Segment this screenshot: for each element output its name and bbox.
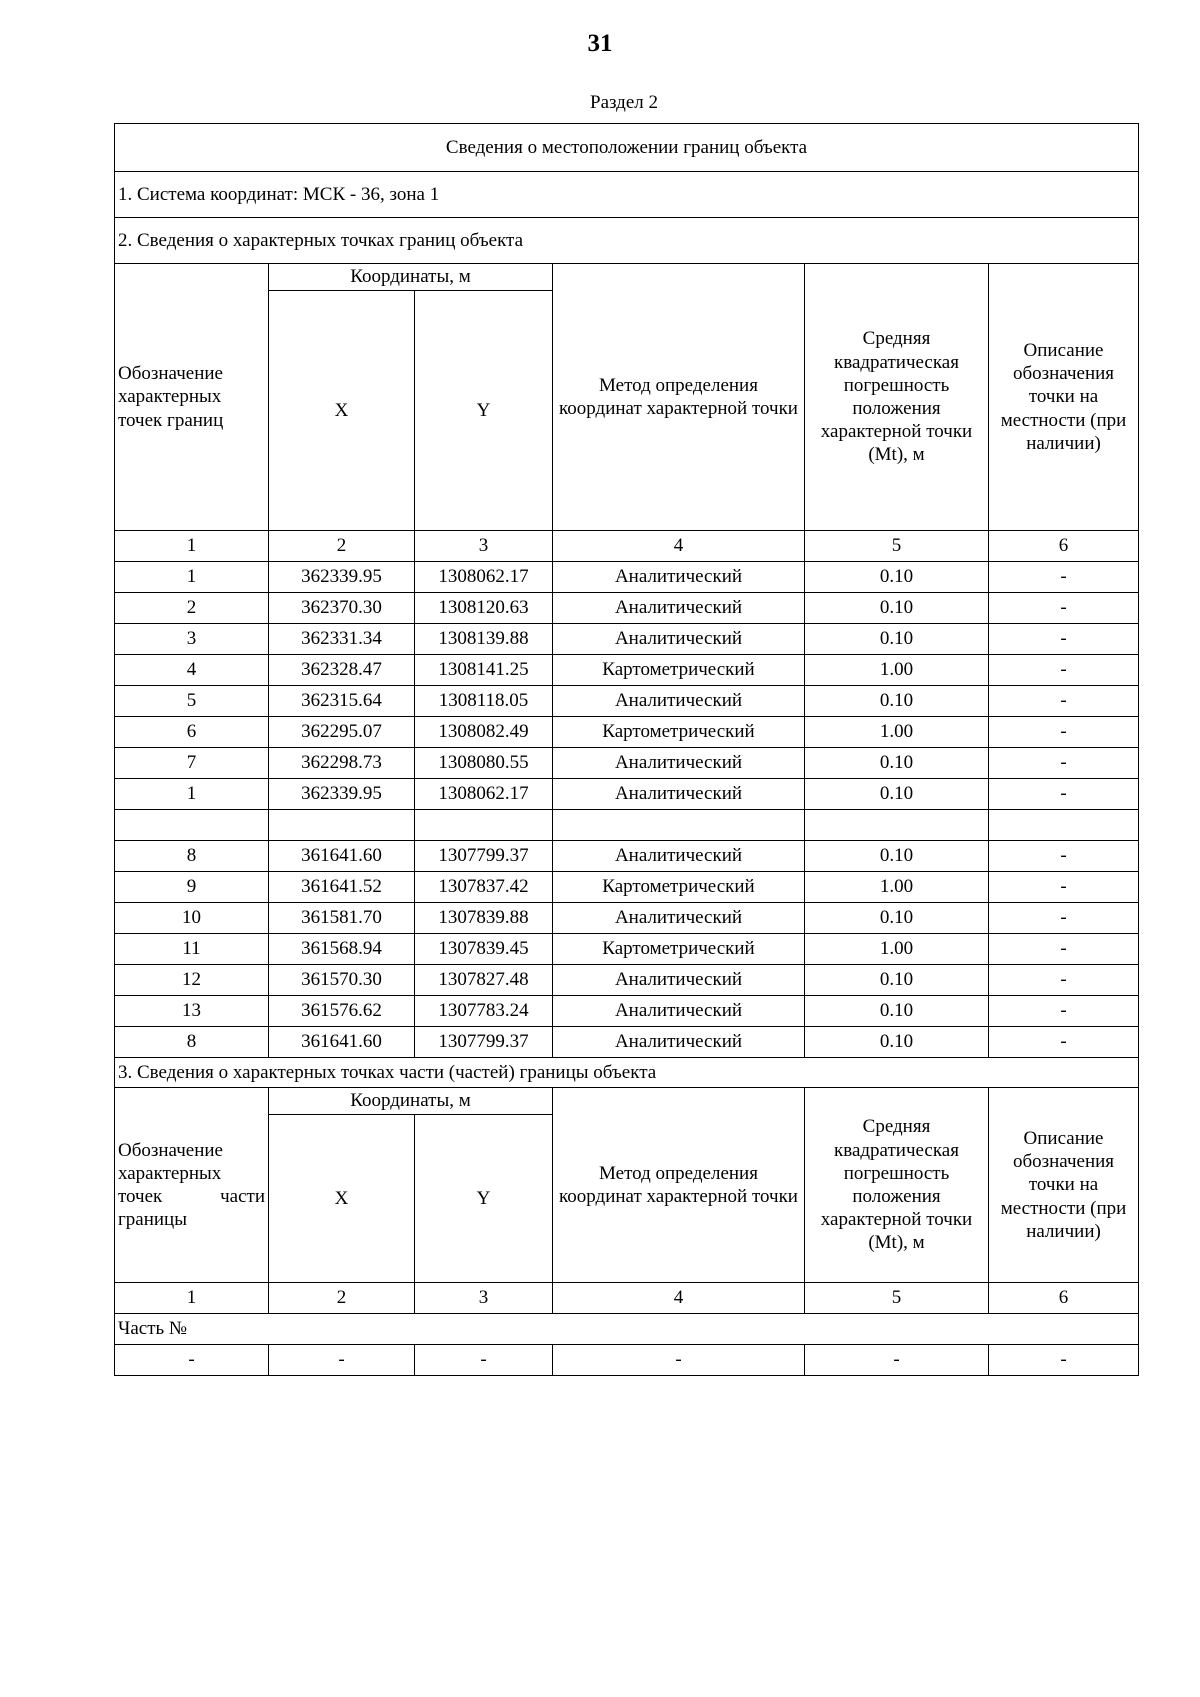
cell-1: 2 bbox=[115, 593, 269, 624]
cell-5: 0.10 bbox=[805, 593, 989, 624]
table-row bbox=[115, 965, 1139, 996]
parts-header-coords: Координаты, м bbox=[269, 1088, 553, 1115]
cell-4: Аналитический bbox=[553, 1027, 805, 1058]
table-title: Сведения о местоположении границ объекта bbox=[115, 124, 1139, 172]
cell-6: - bbox=[989, 686, 1139, 717]
cell-2: 362339.95 bbox=[269, 779, 415, 810]
parts-header-error: Средняя квадратическая погрешность положения характерной точки (Mt), м bbox=[805, 1088, 989, 1283]
col-number-1: 1 bbox=[115, 531, 269, 562]
cell-4: Аналитический bbox=[553, 779, 805, 810]
table-row bbox=[115, 655, 1139, 686]
cell-5: 0.10 bbox=[805, 965, 989, 996]
cell-6: - bbox=[989, 624, 1139, 655]
page-number: 31 bbox=[587, 30, 613, 57]
table-row bbox=[115, 562, 1139, 593]
parts-heading: 3. Сведения о характерных точках части (частей) границы объекта bbox=[115, 1058, 1139, 1088]
cell-3: 1308120.63 bbox=[415, 593, 553, 624]
cell-3: 1307837.42 bbox=[415, 872, 553, 903]
cell-2: 361581.70 bbox=[269, 903, 415, 934]
cell-3: 1308080.55 bbox=[415, 748, 553, 779]
cell-4: Аналитический bbox=[553, 965, 805, 996]
cell-5: 0.10 bbox=[805, 841, 989, 872]
table-row bbox=[115, 872, 1139, 903]
cell-3: 1307799.37 bbox=[415, 841, 553, 872]
cell-5: 1.00 bbox=[805, 934, 989, 965]
part-cell-4: - bbox=[553, 1345, 805, 1376]
header-designation: Обозначение характерных точек границ bbox=[115, 264, 269, 531]
cell-1: 10 bbox=[115, 903, 269, 934]
cell-4: Аналитический bbox=[553, 624, 805, 655]
part-cell-6: - bbox=[989, 1345, 1139, 1376]
parts-header-description: Описание обозначения точки на местности (при наличии) bbox=[989, 1088, 1139, 1283]
cell-1: 6 bbox=[115, 717, 269, 748]
parts-col-number-2: 2 bbox=[269, 1283, 415, 1314]
cell-4: Аналитический bbox=[553, 748, 805, 779]
parts-col-number-1: 1 bbox=[115, 1283, 269, 1314]
cell-2: 362370.30 bbox=[269, 593, 415, 624]
cell-4: Аналитический bbox=[553, 686, 805, 717]
column-numbers bbox=[115, 531, 1139, 562]
cell-2: 362295.07 bbox=[269, 717, 415, 748]
coordinate-system: 1. Система координат: МСК - 36, зона 1 bbox=[115, 172, 1139, 218]
cell-3: 1307783.24 bbox=[415, 996, 553, 1027]
part-row bbox=[115, 1345, 1139, 1376]
cell-4: Аналитический bbox=[553, 841, 805, 872]
cell-6: - bbox=[989, 996, 1139, 1027]
header-method: Метод определения координат характерной точки bbox=[553, 264, 805, 531]
cell-1: 11 bbox=[115, 934, 269, 965]
cell-1: 8 bbox=[115, 1027, 269, 1058]
table-row bbox=[115, 779, 1139, 810]
separator-row bbox=[115, 810, 1139, 841]
col-number-2: 2 bbox=[269, 531, 415, 562]
cell-2: 361641.60 bbox=[269, 1027, 415, 1058]
col-number-3: 3 bbox=[415, 531, 553, 562]
section-title: Раздел 2 bbox=[590, 92, 658, 113]
parts-header-designation: Обозначение характерных точек части границы bbox=[115, 1088, 269, 1283]
col-number-5: 5 bbox=[805, 531, 989, 562]
table-row bbox=[115, 841, 1139, 872]
cell-3: 1308141.25 bbox=[415, 655, 553, 686]
cell-2: 361568.94 bbox=[269, 934, 415, 965]
cell-1: 4 bbox=[115, 655, 269, 686]
cell-4: Аналитический bbox=[553, 593, 805, 624]
cell-3: 1307839.88 bbox=[415, 903, 553, 934]
table-row bbox=[115, 903, 1139, 934]
table-row bbox=[115, 996, 1139, 1027]
part-cell-3: - bbox=[415, 1345, 553, 1376]
table-row bbox=[115, 717, 1139, 748]
header-x: X bbox=[269, 291, 415, 531]
table-row bbox=[115, 934, 1139, 965]
cell-3: 1307799.37 bbox=[415, 1027, 553, 1058]
cell-1: 13 bbox=[115, 996, 269, 1027]
cell-1: 5 bbox=[115, 686, 269, 717]
cell-4: Картометрический bbox=[553, 934, 805, 965]
boundaries-table bbox=[114, 123, 1139, 1376]
cell-6: - bbox=[989, 903, 1139, 934]
cell-3: 1307827.48 bbox=[415, 965, 553, 996]
cell-5: 0.10 bbox=[805, 686, 989, 717]
cell-2: 361641.60 bbox=[269, 841, 415, 872]
parts-header-method: Метод определения координат характерной точки bbox=[553, 1088, 805, 1283]
cell-3: 1307839.45 bbox=[415, 934, 553, 965]
cell-1: 1 bbox=[115, 779, 269, 810]
cell-1: 9 bbox=[115, 872, 269, 903]
parts-header-y: Y bbox=[415, 1115, 553, 1283]
cell-5: 1.00 bbox=[805, 872, 989, 903]
table-row bbox=[115, 593, 1139, 624]
cell-2: 361570.30 bbox=[269, 965, 415, 996]
parts-column-numbers bbox=[115, 1283, 1139, 1314]
cell-5: 0.10 bbox=[805, 903, 989, 934]
parts-col-number-6: 6 bbox=[989, 1283, 1139, 1314]
cell-3: 1308118.05 bbox=[415, 686, 553, 717]
cell-2: 362315.64 bbox=[269, 686, 415, 717]
header-error: Средняя квадратическая погрешность положения характерной точки (Mt), м bbox=[805, 264, 989, 531]
cell-2: 362339.95 bbox=[269, 562, 415, 593]
part-label: Часть № bbox=[115, 1314, 1139, 1345]
cell-2: 362328.47 bbox=[269, 655, 415, 686]
cell-5: 1.00 bbox=[805, 655, 989, 686]
cell-6: - bbox=[989, 965, 1139, 996]
cell-6: - bbox=[989, 841, 1139, 872]
parts-col-number-3: 3 bbox=[415, 1283, 553, 1314]
cell-6: - bbox=[989, 562, 1139, 593]
cell-1: 1 bbox=[115, 562, 269, 593]
cell-1: 7 bbox=[115, 748, 269, 779]
header-coords: Координаты, м bbox=[269, 264, 553, 291]
table-row bbox=[115, 748, 1139, 779]
cell-6: - bbox=[989, 717, 1139, 748]
cell-5: 0.10 bbox=[805, 779, 989, 810]
parts-header-x: X bbox=[269, 1115, 415, 1283]
cell-6: - bbox=[989, 593, 1139, 624]
cell-6: - bbox=[989, 934, 1139, 965]
cell-5: 0.10 bbox=[805, 1027, 989, 1058]
cell-4: Картометрический bbox=[553, 655, 805, 686]
cell-5: 0.10 bbox=[805, 748, 989, 779]
cell-1: 8 bbox=[115, 841, 269, 872]
cell-4: Картометрический bbox=[553, 872, 805, 903]
cell-3: 1308062.17 bbox=[415, 562, 553, 593]
table-row bbox=[115, 686, 1139, 717]
cell-6: - bbox=[989, 748, 1139, 779]
header-description: Описание обозначения точки на местности (при наличии) bbox=[989, 264, 1139, 531]
cell-6: - bbox=[989, 1027, 1139, 1058]
cell-1: 3 bbox=[115, 624, 269, 655]
col-number-4: 4 bbox=[553, 531, 805, 562]
cell-2: 362331.34 bbox=[269, 624, 415, 655]
parts-col-number-4: 4 bbox=[553, 1283, 805, 1314]
cell-5: 0.10 bbox=[805, 562, 989, 593]
cell-6: - bbox=[989, 779, 1139, 810]
cell-4: Аналитический bbox=[553, 903, 805, 934]
cell-3: 1308139.88 bbox=[415, 624, 553, 655]
part-cell-1: - bbox=[115, 1345, 269, 1376]
cell-2: 362298.73 bbox=[269, 748, 415, 779]
points-heading: 2. Сведения о характерных точках границ объекта bbox=[115, 218, 1139, 264]
cell-2: 361576.62 bbox=[269, 996, 415, 1027]
cell-6: - bbox=[989, 872, 1139, 903]
cell-4: Картометрический bbox=[553, 717, 805, 748]
col-number-6: 6 bbox=[989, 531, 1139, 562]
cell-3: 1308062.17 bbox=[415, 779, 553, 810]
cell-5: 1.00 bbox=[805, 717, 989, 748]
cell-4: Аналитический bbox=[553, 996, 805, 1027]
cell-5: 0.10 bbox=[805, 624, 989, 655]
parts-col-number-5: 5 bbox=[805, 1283, 989, 1314]
cell-2: 361641.52 bbox=[269, 872, 415, 903]
table-row bbox=[115, 1027, 1139, 1058]
cell-4: Аналитический bbox=[553, 562, 805, 593]
cell-6: - bbox=[989, 655, 1139, 686]
part-cell-5: - bbox=[805, 1345, 989, 1376]
cell-3: 1308082.49 bbox=[415, 717, 553, 748]
cell-5: 0.10 bbox=[805, 996, 989, 1027]
table-row bbox=[115, 624, 1139, 655]
cell-1: 12 bbox=[115, 965, 269, 996]
header-y: Y bbox=[415, 291, 553, 531]
part-cell-2: - bbox=[269, 1345, 415, 1376]
